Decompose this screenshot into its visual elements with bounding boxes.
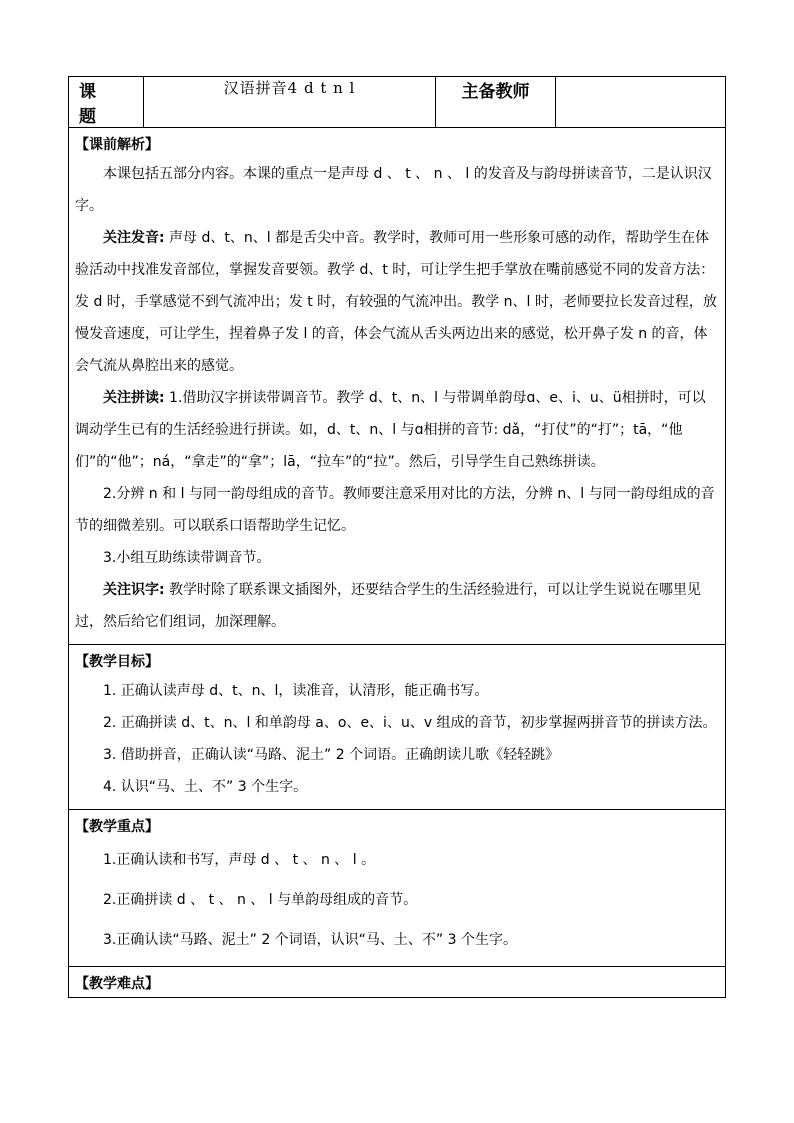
lesson-plan-page xyxy=(68,76,725,998)
goals-row xyxy=(69,645,726,810)
pronunciation-text: 声母 d、t、n、l 都是舌尖中音。教学时，教师可用一些形象可感的动作，帮助学生在体验活动中找准发音部位，掌握发音要领。教学 d、t 时，可让学生把手掌放在嘴前感觉不同的发音方法：发 d 时，手掌感觉不到气流冲出；发 t 时，有较强的气流冲出。教学 n、l 时，老师要拉长发音过程，放慢发音速度，可让学生，捏着鼻子发 l 的音，体会气流从舌头两边出来的感觉，松开鼻子发 n 的音，体会气流从鼻腔出来的感觉。 xyxy=(75,230,717,374)
key-point-item: 3.正确认读“马路、泥土” 2 个词语，认识“马、土、不” 3 个生字。 xyxy=(103,932,517,948)
analysis-intro: 本课包括五部分内容。本课的重点一是声母 d 、 t 、 n 、 l 的发音及与韵母拼读音节，二是认识汉字。 xyxy=(75,166,712,214)
difficulties-heading: 【教学难点】 xyxy=(75,976,159,992)
title-label: 课 题 xyxy=(69,77,144,128)
spelling-point-2: 2.分辨 n 和 l 与同一韵母组成的音节。教师要注意采用对比的方法，分辨 n、l 与同一韵母组成的音节的细微差别。可以联系口语帮助学生记忆。 xyxy=(75,486,715,534)
header-row xyxy=(69,77,726,128)
key-point-item: 1.正确认读和书写，声母 d 、 t 、 n 、 l 。 xyxy=(103,852,376,868)
teacher-label: 主备教师 xyxy=(436,77,556,128)
teacher-value xyxy=(556,77,726,128)
analysis-heading: 【课前解析】 xyxy=(75,137,159,153)
goal-item: 3. 借助拼音，正确认读“马路、泥土” 2 个词语。正确朗读儿歌《轻轻跳》 xyxy=(103,747,560,763)
key-points-section xyxy=(69,810,726,967)
literacy-label: 关注识字: xyxy=(103,582,165,598)
goal-item: 2. 正确拼读 d、t、n、l 和单韵母 a、o、e、i、u、v 组成的音节，初步掌握两拼音节的拼读方法。 xyxy=(103,715,717,731)
literacy-paragraph xyxy=(75,574,719,638)
spelling-paragraph xyxy=(75,382,719,478)
spelling-point-3: 3.小组互助练读带调音节。 xyxy=(103,550,271,566)
pronunciation-paragraph xyxy=(75,222,719,382)
difficulties-row xyxy=(69,967,726,998)
analysis-row xyxy=(69,128,726,645)
key-points-heading: 【教学重点】 xyxy=(75,819,159,835)
spelling-text: 1.借助汉字拼读带调音节。教学 d、t、n、l 与带调单韵母ɑ、e、i、u、ü相拼时，可以调动学生已有的生活经验进行拼读。如，d、t、n、l 与ɑ相拼的音节: dǎ，“打仗”的“打”；tā，“他们”的“他”；ná，“拿走”的“拿”；lā，“拉车”的“拉”。然后，引导学生自己熟练拼读。 xyxy=(75,390,706,470)
key-point-item: 2.正确拼读 d 、 t 、 n 、 l 与单韵母组成的音节。 xyxy=(103,892,418,908)
key-points-row xyxy=(69,810,726,967)
goal-item: 1. 正确认读声母 d、t、n、l，读准音，认清形，能正确书写。 xyxy=(103,683,489,699)
difficulties-section xyxy=(69,967,726,998)
goal-item: 4. 认识“马、土、不” 3 个生字。 xyxy=(103,779,308,795)
literacy-text: 教学时除了联系课文插图外，还要结合学生的生活经验进行，可以让学生说说在哪里见过，然后给它们组词，加深理解。 xyxy=(75,582,702,630)
title-value: 汉语拼音4 d t n l xyxy=(144,77,436,128)
lesson-plan-table xyxy=(68,76,726,998)
goals-heading: 【教学目标】 xyxy=(75,654,159,670)
pronunciation-label: 关注发音: xyxy=(103,230,165,246)
analysis-section xyxy=(69,128,726,645)
goals-section xyxy=(69,645,726,810)
spelling-label: 关注拼读: xyxy=(103,390,165,406)
